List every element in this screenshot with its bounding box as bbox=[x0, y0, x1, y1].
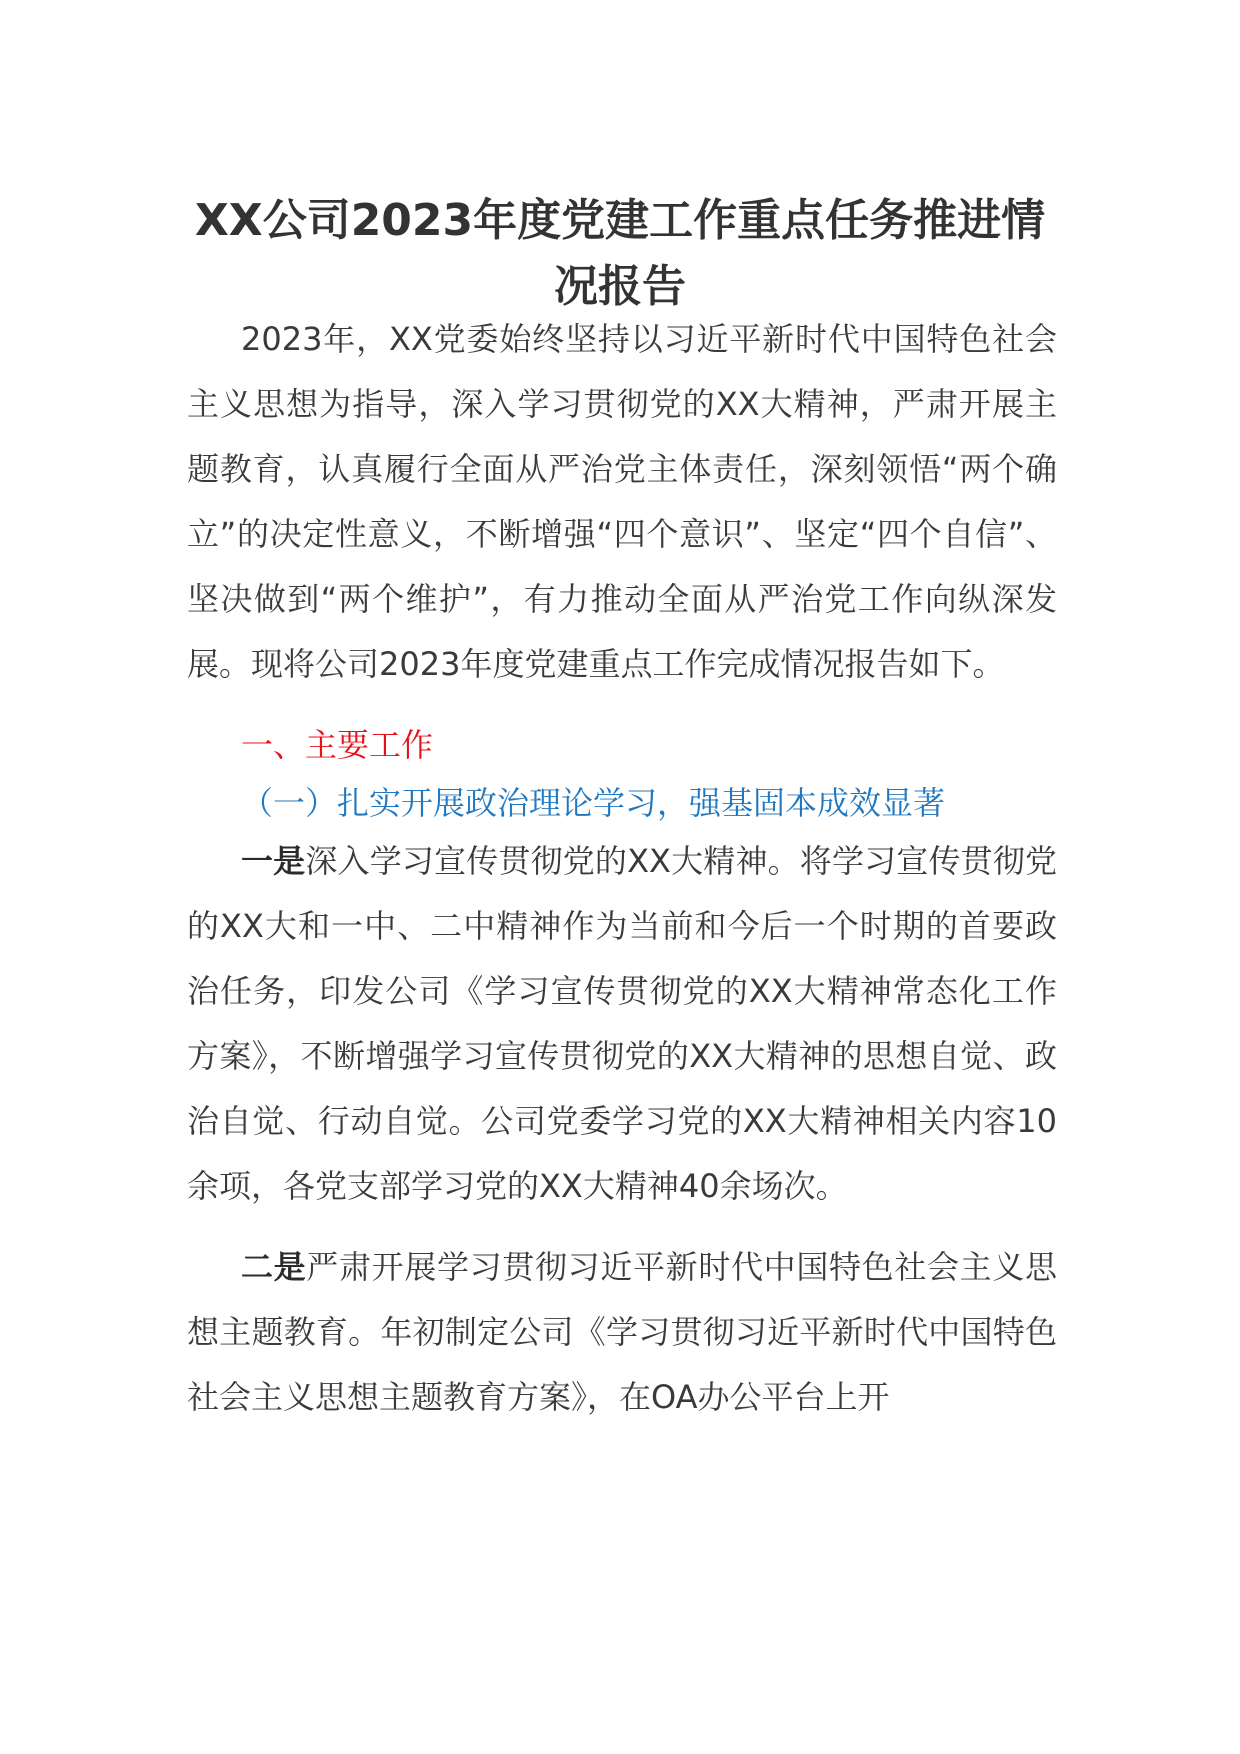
subsection-heading: （一）扎实开展政治理论学习，强基固本成效显著 bbox=[241, 784, 946, 822]
point-one-lead: 一是 bbox=[241, 842, 306, 880]
intro-paragraph: 2023年，XX党委始终坚持以习近平新时代中国特色社会主义思想为指导，深入学习贯彻党的XX大精神，严肃开展主题教育，认真履行全面从严治党主体责任，深刻领悟“两个确立”的决定性意义，不断增强“四个意识”、坚定“四个自信”、坚决做到“两个维护”，有力推动全面从严治党工作向纵深发展。现将公司2023年度党建重点工作完成情况报告如下。 bbox=[187, 320, 1057, 683]
point-two-lead: 二是 bbox=[241, 1248, 307, 1286]
point-two-paragraph bbox=[187, 1235, 1057, 1430]
point-one-paragraph bbox=[187, 829, 1057, 1219]
document-title: XX公司2023年度党建工作重点任务推进情况报告 bbox=[194, 195, 1046, 312]
point-one-text: 深入学习宣传贯彻党的XX大精神。将学习宣传贯彻党的XX大和一中、二中精神作为当前和今后一个时期的首要政治任务，印发公司《学习宣传贯彻党的XX大精神常态化工作方案》，不断增强学习宣传贯彻党的XX大精神的思想自觉、政治自觉、行动自觉。公司党委学习党的XX大精神相关内容10余项，各党支部学习党的XX大精神40余场次。 bbox=[187, 842, 1057, 1205]
point-two-text: 严肃开展学习贯彻习近平新时代中国特色社会主义思想主题教育。年初制定公司《学习贯彻习近平新时代中国特色社会主义思想主题教育方案》，在OA办公平台上开 bbox=[187, 1248, 1057, 1416]
section-heading: 一、主要工作 bbox=[241, 726, 434, 764]
